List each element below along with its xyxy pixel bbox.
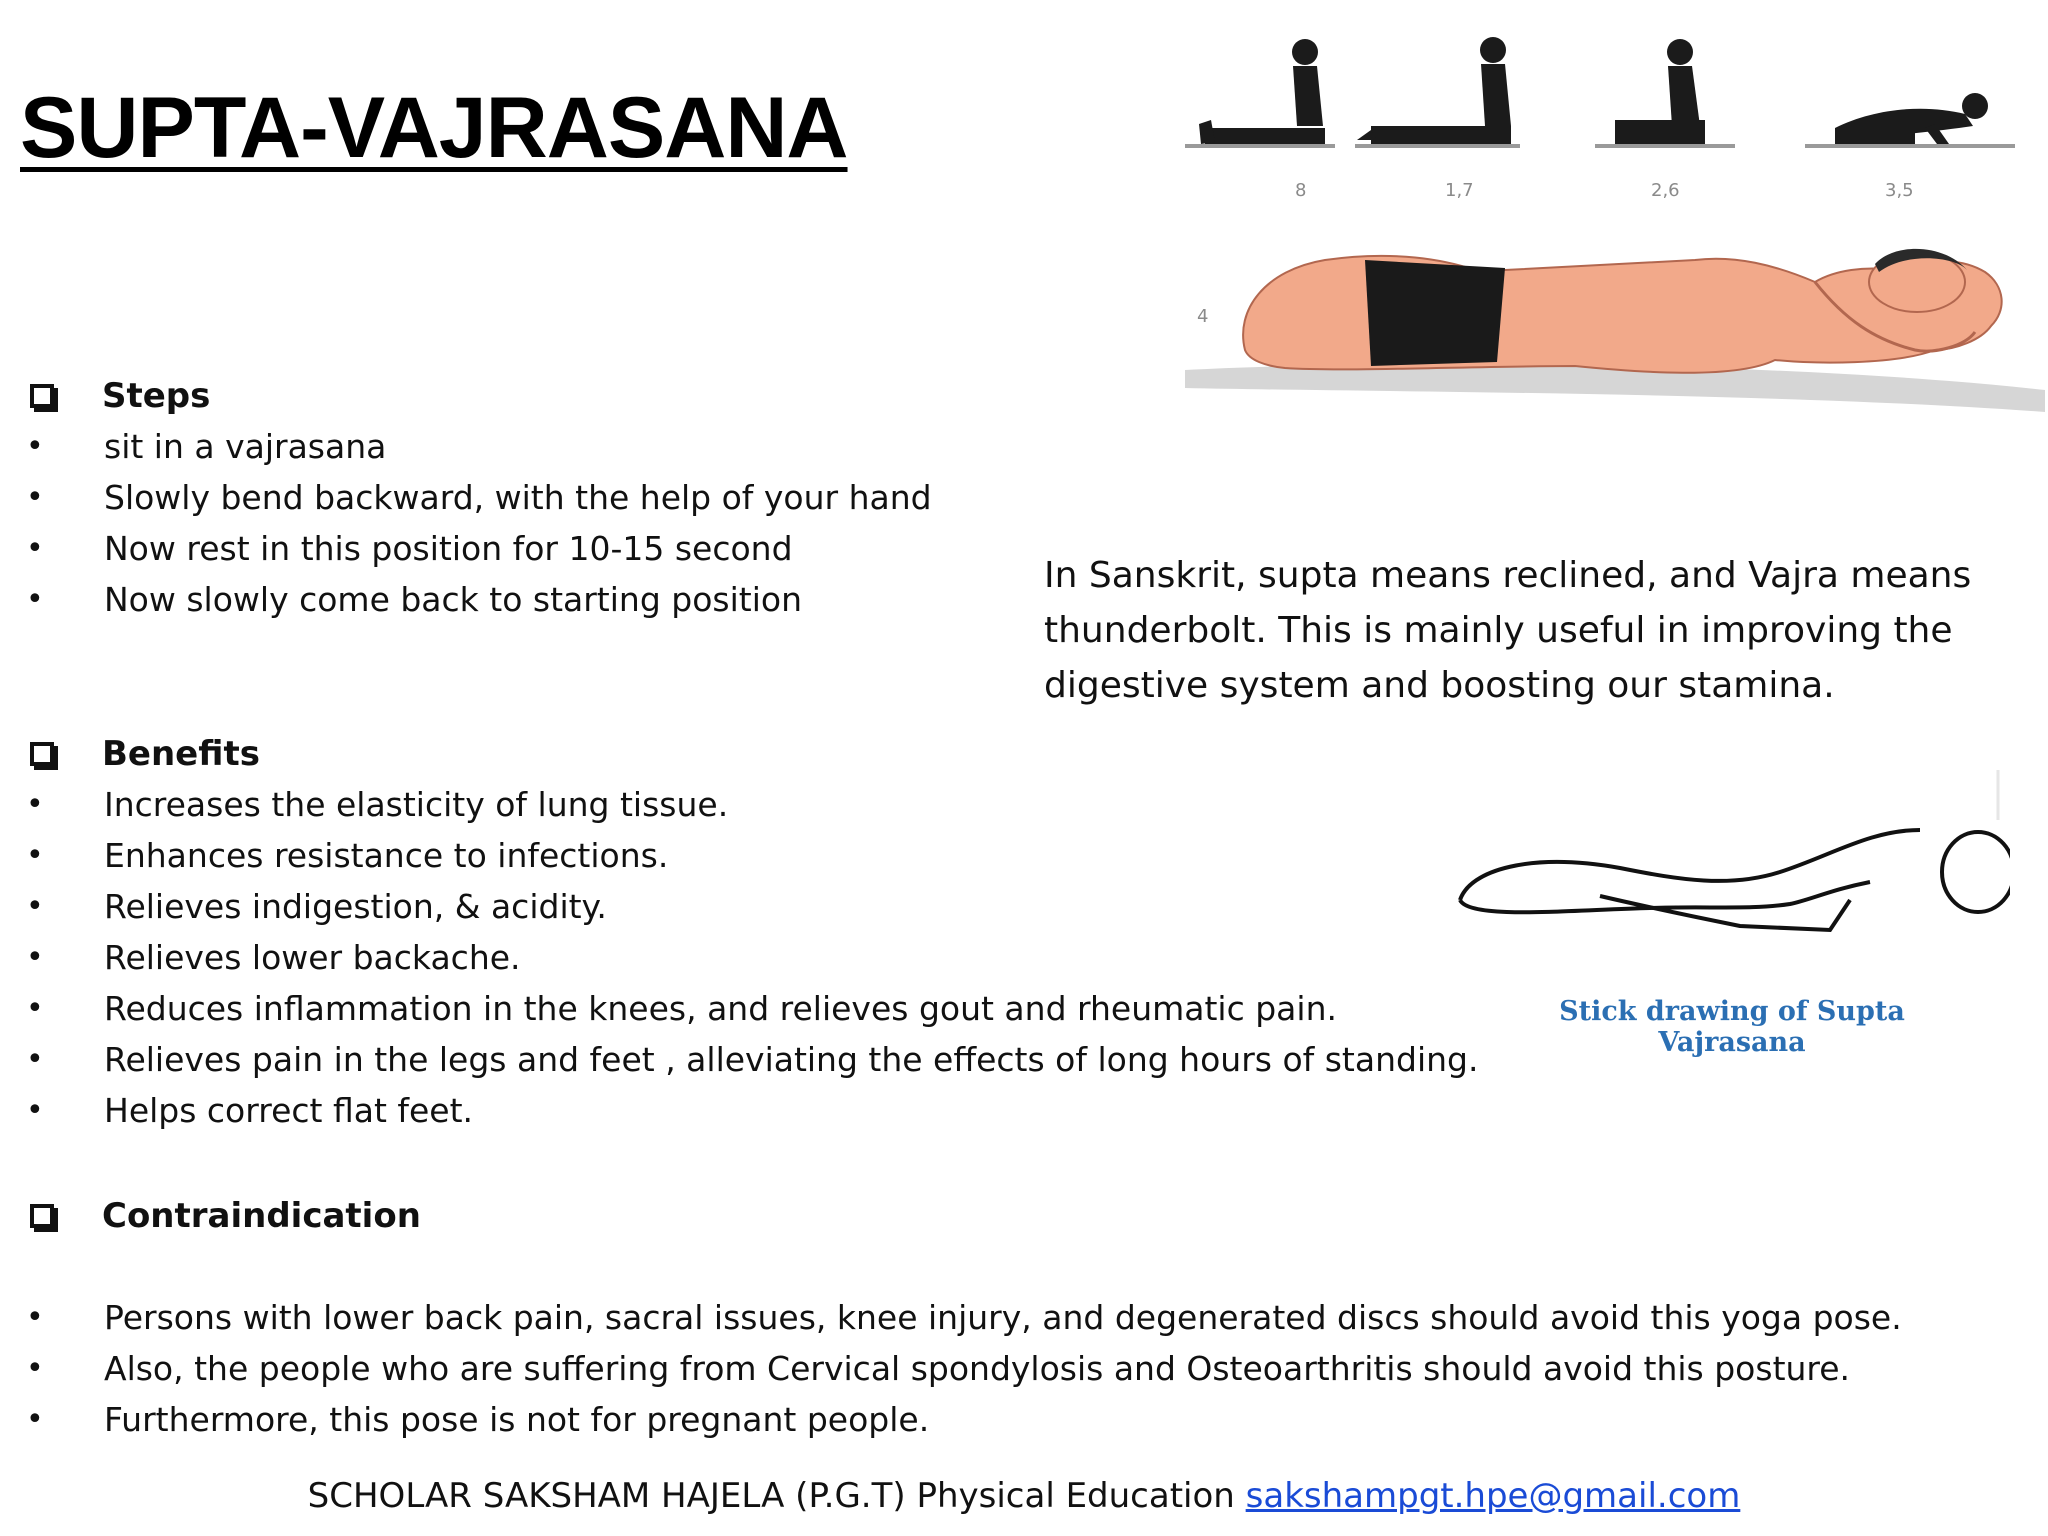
checkbox-square-icon	[30, 1204, 54, 1228]
step-label: 1,7	[1445, 180, 1474, 201]
list-item: • Furthermore, this pose is not for pregnant people.	[0, 1394, 1902, 1445]
page-title: SUPTA-VAJRASANA	[20, 80, 848, 176]
list-item: • sit in a vajrasana	[0, 421, 932, 472]
list-item: • Relieves indigestion, & acidity.	[0, 881, 1478, 932]
list-item: • Reduces inflammation in the knees, and relieves gout and rheumatic pain.	[0, 983, 1478, 1034]
checkbox-square-icon	[30, 384, 54, 408]
list-item: • Now rest in this position for 10-15 second	[0, 523, 932, 574]
list-item: • Relieves pain in the legs and feet , alleviating the effects of long hours of standing.	[0, 1034, 1478, 1085]
list-item: • Now slowly come back to starting position	[0, 574, 932, 625]
list-item: • Slowly bend backward, with the help of your hand	[0, 472, 932, 523]
contraindication-heading-label: Contraindication	[102, 1195, 421, 1236]
floor-shadow	[1185, 364, 2045, 412]
benefits-list	[0, 779, 1478, 1136]
checkbox-square-icon	[30, 742, 54, 766]
step-label: 3,5	[1885, 180, 1914, 201]
stick-head	[1942, 832, 2010, 912]
main-pose-label: 4	[1197, 306, 1209, 327]
stick-drawing-caption: Stick drawing of Supta Vajrasana	[1559, 996, 1905, 1058]
reclined-pose-figure	[1243, 249, 2002, 373]
stick-legs-line	[1460, 882, 1870, 912]
pose-sequence-illustration	[1175, 20, 2048, 420]
contraindication-heading	[30, 1190, 421, 1241]
list-item: • Persons with lower back pain, sacral issues, knee injury, and degenerated discs should avoid this yoga pose.	[0, 1292, 1902, 1343]
step-label: 2,6	[1651, 180, 1680, 201]
steps-heading	[30, 370, 210, 421]
list-item: • Helps correct flat feet.	[0, 1085, 1478, 1136]
contraindication-list	[0, 1292, 1902, 1445]
steps-heading-label: Steps	[102, 375, 211, 416]
benefits-heading	[30, 728, 260, 779]
footer	[0, 1476, 2048, 1516]
benefits-heading-label: Benefits	[102, 733, 260, 774]
list-item: • Enhances resistance to infections.	[0, 830, 1478, 881]
stick-back-line	[1460, 830, 1920, 900]
email-link[interactable]: sakshampgt.hpe@gmail.com	[1245, 1476, 1741, 1516]
list-item: • Also, the people who are suffering from Cervical spondylosis and Osteoarthritis should avoid this posture.	[0, 1343, 1902, 1394]
list-item: • Increases the elasticity of lung tissue.	[0, 779, 1478, 830]
steps-list	[0, 421, 932, 625]
list-item: • Relieves lower backache.	[0, 932, 1478, 983]
stick-drawing-illustration	[1450, 760, 2010, 960]
description-text: In Sanskrit, supta means reclined, and Vajra means thunderbolt. This is mainly useful in improving the digestive system and boosting our stamina.	[1044, 555, 1972, 706]
pose-silhouettes	[1199, 37, 1988, 146]
stick-arm-line	[1600, 896, 1850, 930]
step-label: 8	[1295, 180, 1307, 201]
footer-author-text: SCHOLAR SAKSHAM HAJELA (P.G.T) Physical Education	[307, 1476, 1246, 1516]
